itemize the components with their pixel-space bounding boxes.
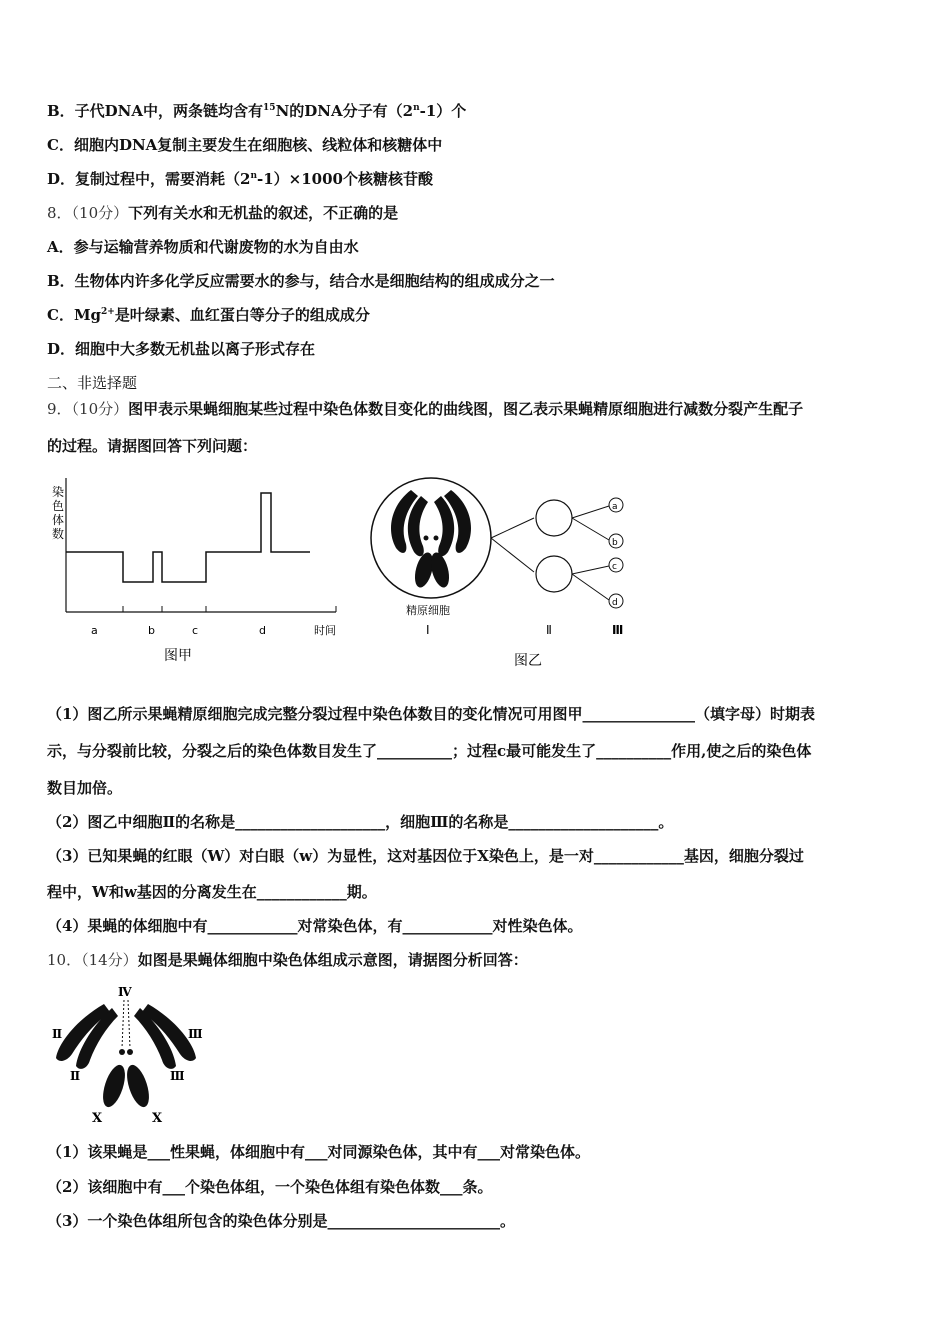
chromosome-dot	[434, 536, 439, 541]
label-iii-right: Ⅲ	[188, 1027, 203, 1041]
figure-b-caption: 图乙	[514, 653, 542, 669]
figure-a-ylabel-3: 体	[52, 513, 65, 527]
chromosome-x	[123, 1062, 154, 1109]
q10-part3: （3）一个染色体组所包含的染色体分别是_______________________。	[47, 1212, 515, 1230]
chromosome-iv-dot	[127, 1049, 133, 1055]
arrow	[572, 566, 609, 574]
arrow	[572, 518, 609, 540]
q9-part1-line3: 数目加倍。	[47, 779, 123, 797]
cell-ii-upper	[536, 500, 572, 536]
chromosome-x	[99, 1062, 130, 1109]
figure-a-tick-b: b	[148, 624, 155, 637]
q9-part1-line1: （1）图乙所示果蝇精原细胞完成完整分裂过程中染色体数目的变化情况可用图甲_______________（填字母）时期表	[47, 705, 815, 723]
q9-part4: （4）果蝇的体细胞中有____________对常染色体，有____________对性染色体。	[47, 917, 583, 935]
figure-a-ylabel-1: 染	[52, 485, 65, 499]
gamete-label-a: a	[612, 502, 618, 512]
chromosome-iv	[122, 1000, 124, 1048]
label-iv: Ⅳ	[118, 985, 132, 999]
label-ii-left: Ⅱ	[52, 1027, 63, 1041]
stage-label-1: Ⅰ	[426, 623, 430, 637]
figure-a-tick-a: a	[91, 624, 98, 637]
chromosome-dot	[424, 536, 429, 541]
figure-a-tick-d: d	[259, 624, 266, 637]
q9-stem-line2: 的过程。请据图回答下列问题：	[47, 437, 258, 455]
q9-part3-line2: 程中，W和w基因的分离发生在____________期。	[47, 883, 377, 901]
q9-part3-line1: （3）已知果蝇的红眼（W）对白眼（w）为显性，这对基因位于X染色上，是一对____________基因，细胞分裂过	[47, 847, 804, 865]
q8-option-c: C．$Mg^{2+}$是叶绿素、血红蛋白等分子的组成成分	[47, 306, 370, 324]
q10-part2: （2）该细胞中有___个染色体组，一个染色体组有染色体数___条。	[47, 1178, 493, 1196]
q10-stem: 10．（14分）如图是果蝇体细胞中染色体组成示意图，请据图分析回答：	[47, 951, 528, 969]
label-x-left: X	[92, 1111, 103, 1126]
arrow	[491, 538, 534, 572]
figure-a-caption: 图甲	[164, 648, 192, 664]
gamete-label-c: c	[612, 562, 617, 572]
arrow	[572, 506, 609, 518]
q10-part1: （1）该果蝇是___性果蝇，体细胞中有___对同源染色体，其中有___对常染色体。	[47, 1143, 590, 1161]
cell-ii-lower	[536, 556, 572, 592]
figure-a-curve	[66, 493, 310, 582]
figure-b-diagram	[366, 470, 641, 675]
chromosome-iv-dot	[119, 1049, 125, 1055]
figure-a-ylabel-4: 数	[52, 527, 65, 541]
stage-label-3: Ⅲ	[612, 623, 624, 637]
q7-option-c: C．细胞内DNA复制主要发生在细胞核、线粒体和核糖体中	[47, 136, 443, 154]
q8-option-d: D．细胞中大多数无机盐以离子形式存在	[47, 340, 316, 358]
q9-stem-line1: 9．（10分）图甲表示果蝇细胞某些过程中染色体数目变化的曲线图，图乙表示果蝇精原细胞进行减数分裂产生配子	[47, 400, 804, 418]
q9-part2: （2）图乙中细胞Ⅱ的名称是____________________，细胞Ⅲ的名称是____________________。	[47, 813, 674, 831]
spermatogonium-cell	[371, 478, 491, 598]
section-title: 二、非选择题	[47, 374, 138, 392]
label-iii-lower: Ⅲ	[170, 1069, 185, 1083]
figure-a-tick-c: c	[192, 624, 199, 637]
figure-a-xlabel: 时间	[314, 624, 336, 637]
label-ii-lower: Ⅱ	[70, 1069, 81, 1083]
cell-label: 精原细胞	[406, 604, 450, 617]
q10-karyotype-figure	[46, 982, 216, 1130]
q8-option-a: A．参与运输营养物质和代谢废物的水为自由水	[47, 238, 359, 256]
chromosome-iv	[128, 1000, 130, 1048]
q7-option-d: D．复制过程中，需要消耗$(2^n-1)\times 1000$个核糖核苷酸	[47, 170, 433, 188]
q7-option-b: B．子代DNA中，两条链均含有$^{15}$N的DNA分子有（2$^n$-1）个	[47, 102, 467, 120]
q8-option-b: B．生物体内许多化学反应需要水的参与，结合水是细胞结构的组成成分之一	[47, 272, 555, 290]
figure-a-chart	[44, 466, 354, 671]
label-x-right: X	[152, 1111, 163, 1126]
q9-part1-line2: 示，与分裂前比较，分裂之后的染色体数目发生了__________；过程c最可能发生了__________作用,使之后的染色体	[47, 742, 812, 760]
figure-a-ylabel-2: 色	[52, 499, 65, 513]
gamete-label-d: d	[612, 598, 618, 608]
gamete-label-b: b	[612, 538, 618, 548]
arrow	[572, 574, 609, 600]
q8-stem: 8．（10分）下列有关水和无机盐的叙述，不正确的是	[47, 204, 399, 222]
arrow	[491, 518, 534, 538]
stage-label-2: Ⅱ	[546, 623, 552, 637]
